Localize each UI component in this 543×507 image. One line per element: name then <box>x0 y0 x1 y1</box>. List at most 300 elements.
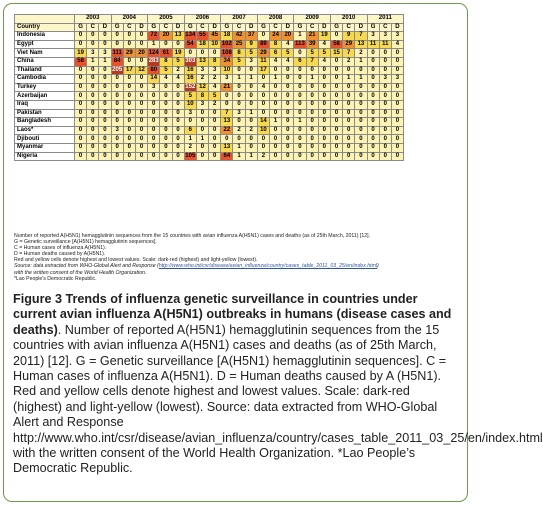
subhead-c: C <box>233 23 245 32</box>
country-cell: Viet Nam <box>15 49 75 58</box>
value-cell: 0 <box>160 100 172 109</box>
value-cell: 0 <box>282 100 294 109</box>
value-cell: 0 <box>111 118 123 127</box>
value-cell: 0 <box>75 40 87 49</box>
subhead-g: G <box>294 23 306 32</box>
value-cell: 0 <box>135 126 147 135</box>
value-cell: 0 <box>221 100 233 109</box>
value-cell: 0 <box>160 92 172 101</box>
value-cell: 13 <box>221 118 233 127</box>
value-cell: 3 <box>209 66 221 75</box>
value-cell: 4 <box>209 83 221 92</box>
note-line: C = Human cases of influenza A(H5N1). <box>14 245 107 252</box>
table-row <box>15 75 404 84</box>
value-cell: 6 <box>184 126 196 135</box>
value-cell: 0 <box>257 75 269 84</box>
value-cell: 0 <box>257 32 269 41</box>
value-cell: 0 <box>123 109 135 118</box>
value-cell: 1 <box>99 57 111 66</box>
value-cell: 0 <box>196 109 208 118</box>
value-cell: 2 <box>343 57 355 66</box>
subhead-d: D <box>318 23 330 32</box>
value-cell: 0 <box>355 126 367 135</box>
value-cell: 0 <box>343 135 355 144</box>
value-cell: 0 <box>245 143 257 152</box>
value-cell: 0 <box>123 57 135 66</box>
value-cell: 5 <box>233 57 245 66</box>
value-cell: 9 <box>245 40 257 49</box>
value-cell: 11 <box>379 40 391 49</box>
value-cell: 0 <box>111 75 123 84</box>
value-cell: 0 <box>111 32 123 41</box>
value-cell: 0 <box>184 49 196 58</box>
value-cell: 0 <box>160 126 172 135</box>
year-header: 2010 <box>330 15 367 24</box>
value-cell: 0 <box>123 75 135 84</box>
value-cell: 0 <box>99 66 111 75</box>
value-cell: 13 <box>355 40 367 49</box>
value-cell: 1 <box>233 152 245 161</box>
value-cell: 0 <box>135 135 147 144</box>
value-cell: 0 <box>99 32 111 41</box>
value-cell: 0 <box>367 152 379 161</box>
value-cell: 0 <box>148 152 160 161</box>
value-cell: 5 <box>209 92 221 101</box>
value-cell: 13 <box>172 32 184 41</box>
subhead-c: C <box>196 23 208 32</box>
value-cell: 8 <box>196 92 208 101</box>
value-cell: 0 <box>75 100 87 109</box>
value-cell: 14 <box>148 75 160 84</box>
value-cell: 0 <box>330 143 342 152</box>
value-cell: 39 <box>306 40 318 49</box>
value-cell: 0 <box>209 135 221 144</box>
value-cell: 0 <box>270 83 282 92</box>
value-cell: 34 <box>221 57 233 66</box>
value-cell: 3 <box>184 109 196 118</box>
value-cell: 0 <box>148 126 160 135</box>
value-cell: 1 <box>245 152 257 161</box>
country-header: Country <box>15 23 75 32</box>
value-cell: 0 <box>343 66 355 75</box>
value-cell: 0 <box>75 32 87 41</box>
value-cell: 2 <box>196 75 208 84</box>
value-cell: 0 <box>355 109 367 118</box>
value-cell: 1 <box>306 75 318 84</box>
value-cell: 6 <box>294 57 306 66</box>
value-cell: 0 <box>148 100 160 109</box>
subhead-g: G <box>184 23 196 32</box>
value-cell: 0 <box>87 143 99 152</box>
value-cell: 0 <box>111 143 123 152</box>
value-cell: 0 <box>257 100 269 109</box>
value-cell: 0 <box>245 92 257 101</box>
subhead-c: C <box>87 23 99 32</box>
value-cell: 0 <box>379 135 391 144</box>
value-cell: 0 <box>233 135 245 144</box>
value-cell: 0 <box>75 143 87 152</box>
value-cell: 4 <box>282 40 294 49</box>
value-cell: 0 <box>330 152 342 161</box>
subhead-g: G <box>257 23 269 32</box>
value-cell: 0 <box>135 83 147 92</box>
value-cell: 0 <box>270 143 282 152</box>
table-row <box>15 92 404 101</box>
value-cell: 4 <box>318 40 330 49</box>
value-cell: 134 <box>185 32 196 39</box>
value-cell: 0 <box>318 152 330 161</box>
value-cell: 29 <box>257 49 269 58</box>
value-cell: 3 <box>221 75 233 84</box>
value-cell: 0 <box>160 152 172 161</box>
value-cell: 0 <box>209 143 221 152</box>
value-cell: 0 <box>343 118 355 127</box>
subhead-g: G <box>221 23 233 32</box>
value-cell: 0 <box>330 135 342 144</box>
subhead-d: D <box>245 23 257 32</box>
value-cell: 0 <box>99 126 111 135</box>
value-cell: 3 <box>99 49 111 58</box>
value-cell: 0 <box>294 135 306 144</box>
country-cell: China <box>15 57 75 66</box>
value-cell: 25 <box>233 40 245 49</box>
value-cell: 0 <box>355 100 367 109</box>
year-header: 2005 <box>148 15 185 24</box>
value-cell: 58 <box>75 57 87 66</box>
value-cell: 0 <box>318 75 330 84</box>
value-cell: 0 <box>367 57 379 66</box>
value-cell: 0 <box>99 118 111 127</box>
value-cell: 0 <box>135 32 147 41</box>
value-cell: 0 <box>330 32 342 41</box>
value-cell: 0 <box>391 57 403 66</box>
table-row <box>15 118 404 127</box>
value-cell: 1 <box>294 32 306 41</box>
value-cell: 0 <box>318 66 330 75</box>
value-cell: 3 <box>111 126 123 135</box>
caption-body-prefix: . Number of reported A(H5N1) hemagglutinin sequences from the 15 countries with avian influenza A(H5N1) cases and deaths (as of 25th March, 2011) [12]. G = Genetic surveillance [A(H5N1) hemagglutinin sequences]. C = Human cases of influenza A(H5N1). D = Human deaths caused by A (H5N1). Red and yellow cells denote highest and lowest values. Scale: dark-red (highest) and light-yellow (lowest). Source: data extracted from WHO-Global Alert and Response <box>13 322 447 430</box>
year-header: 2007 <box>221 15 258 24</box>
value-cell: 0 <box>391 126 403 135</box>
subhead-d: D <box>355 23 367 32</box>
value-cell: 0 <box>87 75 99 84</box>
value-cell: 0 <box>379 152 391 161</box>
subhead-c: C <box>306 23 318 32</box>
value-cell: 0 <box>135 143 147 152</box>
country-cell: Bangladesh <box>15 118 75 127</box>
subhead-g: G <box>111 23 123 32</box>
value-cell: 0 <box>123 32 135 41</box>
subhead-c: C <box>379 23 391 32</box>
heatmap-body <box>15 32 404 161</box>
value-cell: 0 <box>391 118 403 127</box>
value-cell: 205 <box>112 66 123 73</box>
value-cell: 0 <box>282 109 294 118</box>
value-cell: 7 <box>221 109 233 118</box>
value-cell: 0 <box>209 109 221 118</box>
value-cell: 0 <box>343 109 355 118</box>
value-cell: 0 <box>160 83 172 92</box>
value-cell: 0 <box>87 92 99 101</box>
value-cell: 0 <box>270 92 282 101</box>
value-cell: 0 <box>111 109 123 118</box>
value-cell: 72 <box>148 32 160 41</box>
value-cell: 0 <box>123 118 135 127</box>
value-cell: 0 <box>135 57 147 66</box>
value-cell: 0 <box>306 83 318 92</box>
value-cell: 0 <box>172 40 184 49</box>
value-cell: 0 <box>294 100 306 109</box>
value-cell: 0 <box>355 135 367 144</box>
subhead-c: C <box>160 23 172 32</box>
value-cell: 0 <box>209 118 221 127</box>
subhead-c: C <box>270 23 282 32</box>
value-cell: 0 <box>123 100 135 109</box>
value-cell: 0 <box>99 109 111 118</box>
year-header: 2009 <box>294 15 331 24</box>
subhead-g: G <box>75 23 87 32</box>
value-cell: 0 <box>294 126 306 135</box>
value-cell: 0 <box>209 49 221 58</box>
value-cell: 0 <box>330 57 342 66</box>
value-cell: 0 <box>196 152 208 161</box>
value-cell: 0 <box>135 100 147 109</box>
value-cell: 0 <box>306 152 318 161</box>
value-cell: 21 <box>306 32 318 41</box>
value-cell: 0 <box>282 143 294 152</box>
value-cell: 0 <box>330 126 342 135</box>
value-cell: 0 <box>306 92 318 101</box>
value-cell: 0 <box>318 83 330 92</box>
value-cell: 9 <box>343 32 355 41</box>
value-cell: 0 <box>294 49 306 58</box>
value-cell: 0 <box>294 83 306 92</box>
value-cell: 54 <box>184 40 196 49</box>
value-cell: 0 <box>135 118 147 127</box>
value-cell: 0 <box>87 100 99 109</box>
value-cell: 3 <box>87 49 99 58</box>
value-cell: 0 <box>367 118 379 127</box>
value-cell: 0 <box>111 83 123 92</box>
value-cell: 0 <box>318 92 330 101</box>
value-cell: 0 <box>391 83 403 92</box>
value-cell: 3 <box>391 32 403 41</box>
value-cell: 0 <box>355 92 367 101</box>
value-cell: 1 <box>148 40 160 49</box>
value-cell: 303 <box>185 58 196 65</box>
value-cell: 108 <box>221 49 232 56</box>
value-cell: 0 <box>160 143 172 152</box>
value-cell: 3 <box>379 32 391 41</box>
value-cell: 0 <box>330 109 342 118</box>
note-source-prefix: Source: data extracted from WHO-Global Alert and Response ( <box>14 263 159 270</box>
value-cell: 4 <box>282 57 294 66</box>
value-cell: 0 <box>379 66 391 75</box>
value-cell: 8 <box>233 49 245 58</box>
value-cell: 15 <box>330 49 342 58</box>
value-cell: 0 <box>367 109 379 118</box>
value-cell: 0 <box>330 92 342 101</box>
value-cell: 0 <box>257 143 269 152</box>
value-cell: 0 <box>221 135 233 144</box>
value-cell: 0 <box>282 92 294 101</box>
value-cell: 0 <box>330 83 342 92</box>
value-cell: 7 <box>306 57 318 66</box>
value-cell: 111 <box>112 49 122 56</box>
value-cell: 0 <box>123 40 135 49</box>
value-cell: 0 <box>209 126 221 135</box>
value-cell: 2 <box>355 49 367 58</box>
value-cell: 0 <box>391 100 403 109</box>
value-cell: 0 <box>75 75 87 84</box>
subhead-d: D <box>282 23 294 32</box>
value-cell: 0 <box>282 135 294 144</box>
value-cell: 0 <box>99 75 111 84</box>
value-cell: 0 <box>282 126 294 135</box>
value-cell: 37 <box>245 32 257 41</box>
value-cell: 2 <box>172 66 184 75</box>
value-cell: 20 <box>282 32 294 41</box>
note-source-link[interactable]: http://www.who.int/csr/disease/avian_influenza/country/cases_table_2011_03_25/en/index.html <box>158 263 378 270</box>
value-cell: 61 <box>160 49 172 58</box>
value-cell: 0 <box>355 66 367 75</box>
country-cell: Nigeria <box>15 152 75 161</box>
value-cell: 0 <box>294 66 306 75</box>
value-cell: 113 <box>295 40 305 47</box>
value-cell: 1 <box>294 118 306 127</box>
value-cell: 0 <box>318 143 330 152</box>
value-cell: 12 <box>196 83 208 92</box>
note-source-suffix: ) <box>377 263 379 270</box>
value-cell: 0 <box>87 83 99 92</box>
country-cell: Egypt <box>15 40 75 49</box>
value-cell: 17 <box>123 66 135 75</box>
value-cell: 1 <box>270 75 282 84</box>
value-cell: 0 <box>184 118 196 127</box>
value-cell: 0 <box>99 100 111 109</box>
value-cell: 0 <box>99 92 111 101</box>
country-cell: Myanmar <box>15 143 75 152</box>
value-cell: 0 <box>99 143 111 152</box>
note-line: G = Genetic surveillance [A(H5N1) hemagglutinin sequences]. <box>14 239 157 246</box>
value-cell: 19 <box>172 49 184 58</box>
value-cell: 0 <box>306 143 318 152</box>
value-cell: 0 <box>257 109 269 118</box>
value-cell: 0 <box>306 100 318 109</box>
value-cell: 0 <box>123 143 135 152</box>
value-cell: 3 <box>196 66 208 75</box>
value-cell: 0 <box>135 40 147 49</box>
value-cell: 18 <box>196 40 208 49</box>
value-cell: 0 <box>367 92 379 101</box>
value-cell: 0 <box>123 152 135 161</box>
value-cell: 0 <box>172 143 184 152</box>
value-cell: 0 <box>148 92 160 101</box>
value-cell: 1 <box>355 57 367 66</box>
value-cell: 3 <box>196 100 208 109</box>
value-cell: 0 <box>391 152 403 161</box>
value-cell: 0 <box>160 109 172 118</box>
value-cell: 0 <box>391 66 403 75</box>
value-cell: 0 <box>367 100 379 109</box>
value-cell: 0 <box>318 126 330 135</box>
value-cell: 4 <box>318 57 330 66</box>
note-consent: with the written consent of the World Health Organization. <box>14 269 147 276</box>
value-cell: 0 <box>75 135 87 144</box>
table-row <box>15 152 404 161</box>
value-cell: 0 <box>270 66 282 75</box>
value-cell: 0 <box>294 152 306 161</box>
value-cell: 12 <box>135 66 147 75</box>
value-cell: 0 <box>75 126 87 135</box>
country-cell: Turkey <box>15 83 75 92</box>
value-cell: 2 <box>184 143 196 152</box>
value-cell: 0 <box>196 143 208 152</box>
value-cell: 0 <box>148 109 160 118</box>
value-cell: 0 <box>172 135 184 144</box>
value-cell: 0 <box>111 100 123 109</box>
value-cell: 0 <box>245 118 257 127</box>
note-line: Red and yellow cells denote highest and lowest values. Scale: dark-red (highest) and light-yellow (lowest). <box>14 257 258 264</box>
value-cell: 14 <box>257 118 269 127</box>
value-cell: 1 <box>184 135 196 144</box>
value-cell: 2 <box>209 75 221 84</box>
table-row <box>15 49 404 58</box>
table-row <box>15 57 404 66</box>
value-cell: 0 <box>99 152 111 161</box>
value-cell: 0 <box>367 75 379 84</box>
value-cell: 0 <box>379 126 391 135</box>
value-cell: 0 <box>270 135 282 144</box>
value-cell: 0 <box>367 49 379 58</box>
value-cell: 0 <box>318 109 330 118</box>
country-cell: Djibouti <box>15 135 75 144</box>
value-cell: 0 <box>367 143 379 152</box>
caption-link[interactable]: http://www.who.int/csr/disease/avian_influenza/country/cases_table_2011_03_25/en/index.html <box>13 430 543 445</box>
value-cell: 0 <box>148 143 160 152</box>
table-row <box>15 143 404 152</box>
value-cell: 1 <box>343 75 355 84</box>
value-cell: 1 <box>233 143 245 152</box>
caption-body-suffix: with the written consent of the World Health Organization. *Lao People’s Democratic Republic. <box>13 446 416 476</box>
value-cell: 0 <box>148 135 160 144</box>
value-cell: 0 <box>379 92 391 101</box>
value-cell: 0 <box>160 118 172 127</box>
value-cell: 45 <box>209 32 221 41</box>
value-cell: 7 <box>355 32 367 41</box>
country-cell: Laos* <box>15 126 75 135</box>
value-cell: 29 <box>343 40 355 49</box>
value-cell: 0 <box>123 126 135 135</box>
value-cell: 0 <box>172 126 184 135</box>
caption-title: Figure 3 Trends of influenza genetic surveillance in countries under current avian influenza A(H5N1) outbreaks in humans (disease cases and deaths) <box>13 292 452 337</box>
value-cell: 0 <box>282 118 294 127</box>
value-cell: 55 <box>196 32 208 41</box>
value-cell: 0 <box>87 152 99 161</box>
value-cell: 24 <box>270 32 282 41</box>
value-cell: 19 <box>75 49 87 58</box>
value-cell: 0 <box>99 40 111 49</box>
country-header-blank <box>15 15 75 24</box>
value-cell: 0 <box>245 83 257 92</box>
subhead-d: D <box>99 23 111 32</box>
value-cell: 16 <box>184 75 196 84</box>
value-cell: 0 <box>111 135 123 144</box>
year-header: 2003 <box>75 15 112 24</box>
value-cell: 0 <box>111 152 123 161</box>
value-cell: 0 <box>379 109 391 118</box>
value-cell: 0 <box>245 100 257 109</box>
